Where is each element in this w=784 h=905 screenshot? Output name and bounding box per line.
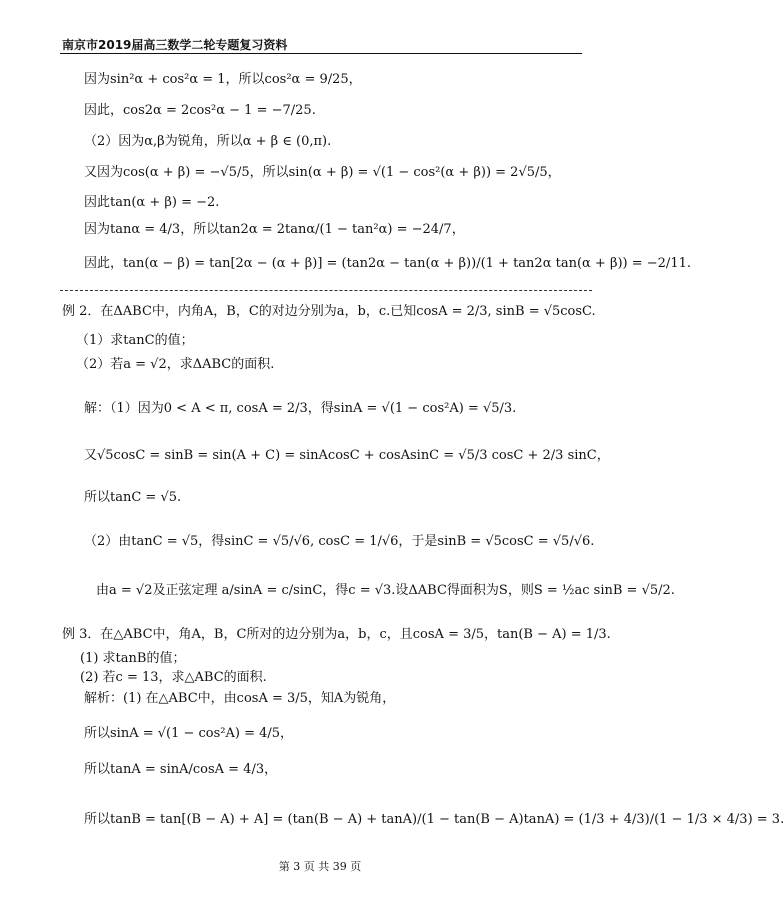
example-3-title: 例 3．在△ABC中，角A，B，C所对的边分别为a，b，c，且cosA = 3/5，tan(B − A) = 1/3. <box>62 627 611 642</box>
text-line: 因此tan(α + β) = −2. <box>84 195 220 210</box>
text-line: 因为sin²α + cos²α = 1，所以cos²α = 9/25， <box>84 72 362 87</box>
question-item: (1) 求tanB的值； <box>80 651 186 666</box>
solution-line: 解：（1）因为0 < A < π, cosA = 2/3，得sinA = √(1 − cos²A) = √5/3. <box>84 401 517 416</box>
text-line: 因为tanα = 4/3，所以tan2α = 2tanα/(1 − tan²α) = −24/7， <box>84 222 465 237</box>
solution-line: 解析：(1) 在△ABC中，由cosA = 3/5，知A为锐角， <box>84 691 396 706</box>
text-line: 因此，tan(α − β) = tan[2α − (α + β)] = (tan2α − tan(α + β))/(1 + tan2α tan(α + β)) = −2/11. <box>84 256 691 271</box>
solution-line: 所以tanB = tan[(B − A) + A] = (tan(B − A) + tanA)/(1 − tan(B − A)tanA) = (1/3 + 4/3)/(1 − 1/3 × 4/3) = 3. <box>84 812 784 827</box>
solution-line: 所以sinA = √(1 − cos²A) = 4/5， <box>84 726 294 741</box>
header-divider <box>60 53 582 54</box>
document-header: 南京市2019届高三数学二轮专题复习资料 <box>62 38 288 52</box>
solution-line: 所以tanC = √5. <box>84 490 182 505</box>
page-footer: 第 3 页 共 39 页 <box>278 860 362 873</box>
text-line: （2）因为α,β为锐角，所以α + β ∈ (0,π). <box>84 134 332 149</box>
text-line: 又因为cos(α + β) = −√5/5，所以sin(α + β) = √(1 − cos²(α + β)) = 2√5/5， <box>84 165 561 180</box>
question-item: (2) 若c = 13，求△ABC的面积. <box>80 670 267 685</box>
solution-line: 所以tanA = sinA/cosA = 4/3， <box>84 762 278 777</box>
solution-line: 由a = √2及正弦定理 a/sinA = c/sinC，得c = √3.设ΔABC得面积为S，则S = ½ac sinB = √5/2. <box>96 583 675 598</box>
solution-line: 又√5cosC = sinB = sin(A + C) = sinAcosC + cosAsinC = √5/3 cosC + 2/3 sinC， <box>84 448 610 463</box>
question-item: （1）求tanC的值； <box>76 333 194 348</box>
section-separator <box>60 290 592 291</box>
text-line: 因此，cos2α = 2cos²α − 1 = −7/25. <box>84 103 316 118</box>
question-item: （2）若a = √2，求ΔABC的面积. <box>76 357 275 372</box>
example-2-title: 例 2．在ΔABC中，内角A，B，C的对边分别为a，b，c.已知cosA = 2/3, sinB = √5cosC. <box>62 304 596 319</box>
solution-line: （2）由tanC = √5，得sinC = √5/√6, cosC = 1/√6，于是sinB = √5cosC = √5/√6. <box>84 534 595 549</box>
